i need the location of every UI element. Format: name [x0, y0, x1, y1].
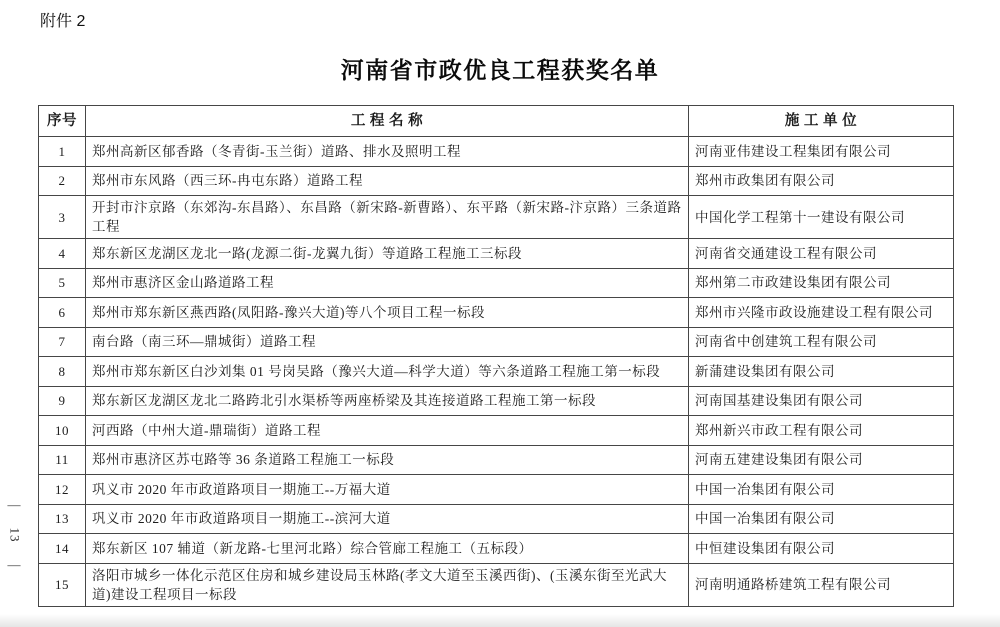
cell-no: 6 — [39, 298, 86, 328]
table-row — [39, 239, 954, 269]
cell-company: 河南省交通建设工程有限公司 — [689, 239, 954, 269]
table-row — [39, 386, 954, 416]
table-row — [39, 563, 954, 606]
cell-no: 2 — [39, 166, 86, 196]
cell-project: 南台路（南三环—鼎城街）道路工程 — [86, 327, 689, 357]
cell-no: 14 — [39, 534, 86, 564]
cell-project: 开封市汴京路（东郊沟-东昌路）、东昌路（新宋路-新曹路）、东平路（新宋路-汴京路）三条道路工程 — [86, 196, 689, 239]
cell-no: 5 — [39, 268, 86, 298]
cell-no: 13 — [39, 504, 86, 534]
cell-no: 15 — [39, 563, 86, 606]
page-number — [2, 497, 26, 573]
cell-no: 11 — [39, 445, 86, 475]
table-row — [39, 298, 954, 328]
page-bottom-edge-shadow — [0, 614, 1000, 627]
cell-company: 河南国基建设集团有限公司 — [689, 386, 954, 416]
table-row — [39, 327, 954, 357]
cell-no: 12 — [39, 475, 86, 505]
table-row — [39, 534, 954, 564]
table-row — [39, 504, 954, 534]
table-body — [39, 137, 954, 607]
cell-company: 河南亚伟建设工程集团有限公司 — [689, 137, 954, 167]
cell-company: 河南五建建设集团有限公司 — [689, 445, 954, 475]
table-row — [39, 416, 954, 446]
cell-company: 中国一冶集团有限公司 — [689, 475, 954, 505]
page-number-dash-top: — — [7, 497, 21, 512]
cell-company: 河南省中创建筑工程有限公司 — [689, 327, 954, 357]
cell-company: 郑州市政集团有限公司 — [689, 166, 954, 196]
cell-company: 中国一冶集团有限公司 — [689, 504, 954, 534]
cell-project: 郑东新区龙湖区龙北二路跨北引水渠桥等两座桥梁及其连接道路工程施工第一标段 — [86, 386, 689, 416]
cell-no: 9 — [39, 386, 86, 416]
page-number-digits: 13 — [7, 527, 22, 543]
cell-project: 郑州市郑东新区白沙刘集 01 号岗吴路（豫兴大道—科学大道）等六条道路工程施工第一标段 — [86, 357, 689, 387]
cell-no: 3 — [39, 196, 86, 239]
cell-company: 新蒲建设集团有限公司 — [689, 357, 954, 387]
cell-project: 郑东新区龙湖区龙北一路(龙源二街-龙翼九街）等道路工程施工三标段 — [86, 239, 689, 269]
cell-project: 郑州高新区郁香路（冬青街-玉兰街）道路、排水及照明工程 — [86, 137, 689, 167]
header-project-name: 工 程 名 称 — [86, 106, 689, 137]
table-row — [39, 357, 954, 387]
table-row — [39, 268, 954, 298]
header-serial: 序号 — [39, 106, 86, 137]
cell-no: 4 — [39, 239, 86, 269]
header-construction-unit: 施 工 单 位 — [689, 106, 954, 137]
cell-company: 中恒建设集团有限公司 — [689, 534, 954, 564]
cell-no: 8 — [39, 357, 86, 387]
cell-project: 郑州市惠济区金山路道路工程 — [86, 268, 689, 298]
table-header-row — [39, 106, 954, 137]
page-number-dash-bottom: — — [7, 557, 21, 572]
cell-no: 7 — [39, 327, 86, 357]
table-row — [39, 166, 954, 196]
cell-project: 洛阳市城乡一体化示范区住房和城乡建设局玉林路(孝文大道至玉溪西街)、(玉溪东街至光武大道)建设工程项目一标段 — [86, 563, 689, 606]
cell-project: 郑州市东风路（西三环-冉屯东路）道路工程 — [86, 166, 689, 196]
table-row — [39, 196, 954, 239]
cell-project: 巩义市 2020 年市政道路项目一期施工--万福大道 — [86, 475, 689, 505]
cell-no: 1 — [39, 137, 86, 167]
cell-project: 郑州市惠济区苏屯路等 36 条道路工程施工一标段 — [86, 445, 689, 475]
table-row — [39, 137, 954, 167]
table-row — [39, 475, 954, 505]
cell-company: 郑州市兴隆市政设施建设工程有限公司 — [689, 298, 954, 328]
cell-project: 河西路（中州大道-鼎瑞街）道路工程 — [86, 416, 689, 446]
award-table — [38, 105, 954, 607]
cell-company: 河南明通路桥建筑工程有限公司 — [689, 563, 954, 606]
page-title: 河南省市政优良工程获奖名单 — [340, 57, 660, 83]
cell-company: 中国化学工程第十一建设有限公司 — [689, 196, 954, 239]
cell-project: 郑州市郑东新区燕西路(凤阳路-豫兴大道)等八个项目工程一标段 — [86, 298, 689, 328]
table-row — [39, 445, 954, 475]
cell-project: 郑东新区 107 辅道（新龙路-七里河北路）综合管廊工程施工（五标段） — [86, 534, 689, 564]
cell-project: 巩义市 2020 年市政道路项目一期施工--滨河大道 — [86, 504, 689, 534]
cell-no: 10 — [39, 416, 86, 446]
cell-company: 郑州新兴市政工程有限公司 — [689, 416, 954, 446]
attachment-label: 附件 2 — [40, 13, 86, 30]
cell-company: 郑州第二市政建设集团有限公司 — [689, 268, 954, 298]
